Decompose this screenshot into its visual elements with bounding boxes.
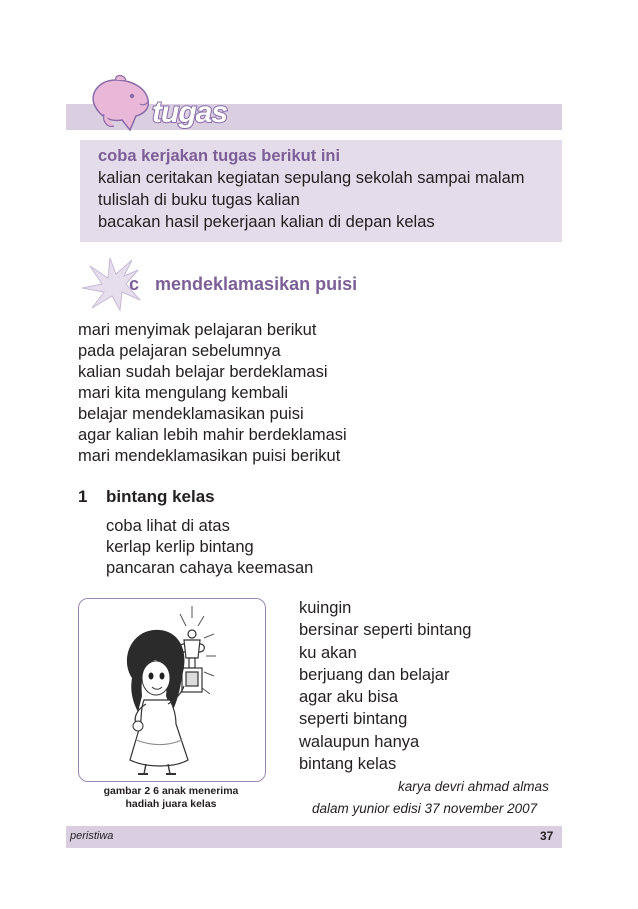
intro-line: mari menyimak pelajaran berikut [78,321,317,339]
caption-line: hadiah juara kelas [125,798,217,810]
poem-credit-author: karya devri ahmad almas [398,779,549,794]
intro-paragraph [78,320,347,467]
poem-line: kuingin [299,599,352,617]
intro-line: mari kita mengulang kembali [78,384,289,402]
intro-line: agar kalian lebih mahir berdeklamasi [78,426,347,444]
intro-line: kalian sudah belajar berdeklamasi [78,363,328,381]
poem-line: berjuang dan belajar [299,665,450,684]
poem-number: 1 [78,487,88,506]
poem-line: ku akan [299,643,357,662]
intro-line: mari mendeklamasikan puisi berikut [78,447,341,465]
figure-caption [78,785,264,811]
poem-line: pancaran cahaya keemasan [106,559,314,577]
task-box [80,140,562,242]
poem-line: seperti bintang [299,710,408,729]
poem-line: bintang kelas [299,755,397,774]
intro-line: belajar mendeklamasikan puisi [78,405,304,423]
poem-line: coba lihat di atas [106,517,230,535]
page-number: 37 [540,829,554,843]
task-heading: coba kerjakan tugas berikut ini [98,147,341,165]
poem-line: walaupun hanya [299,732,420,751]
section-letter: c [129,274,140,294]
poem-line: kerlap kerlip bintang [106,538,254,556]
poem-title: bintang kelas [106,487,215,506]
section-title: mendeklamasikan puisi [155,274,358,294]
poem-credit-source: dalam yunior edisi 37 november 2007 [312,801,538,816]
task-line: tulislah di buku tugas kalian [98,191,300,209]
page-title: tugas [152,96,228,129]
poem-stanza-1 [106,516,313,579]
intro-line: pada pelajaran sebelumnya [78,342,281,360]
dolphin-mascot-icon [86,74,156,134]
girl-with-trophy-illustration [96,600,246,778]
footer-chapter: peristiwa [70,830,114,842]
poem-line: bersinar seperti bintang [299,621,472,640]
task-line: kalian ceritakan kegiatan sepulang sekolah sampai malam [98,169,525,187]
footer-band [66,826,562,848]
poem-line: agar aku bisa [299,688,399,707]
poem-stanza-2 [299,597,471,775]
task-line: bacakan hasil pekerjaan kalian di depan kelas [98,213,435,231]
caption-line: gambar 2 6 anak menerima [103,785,239,797]
